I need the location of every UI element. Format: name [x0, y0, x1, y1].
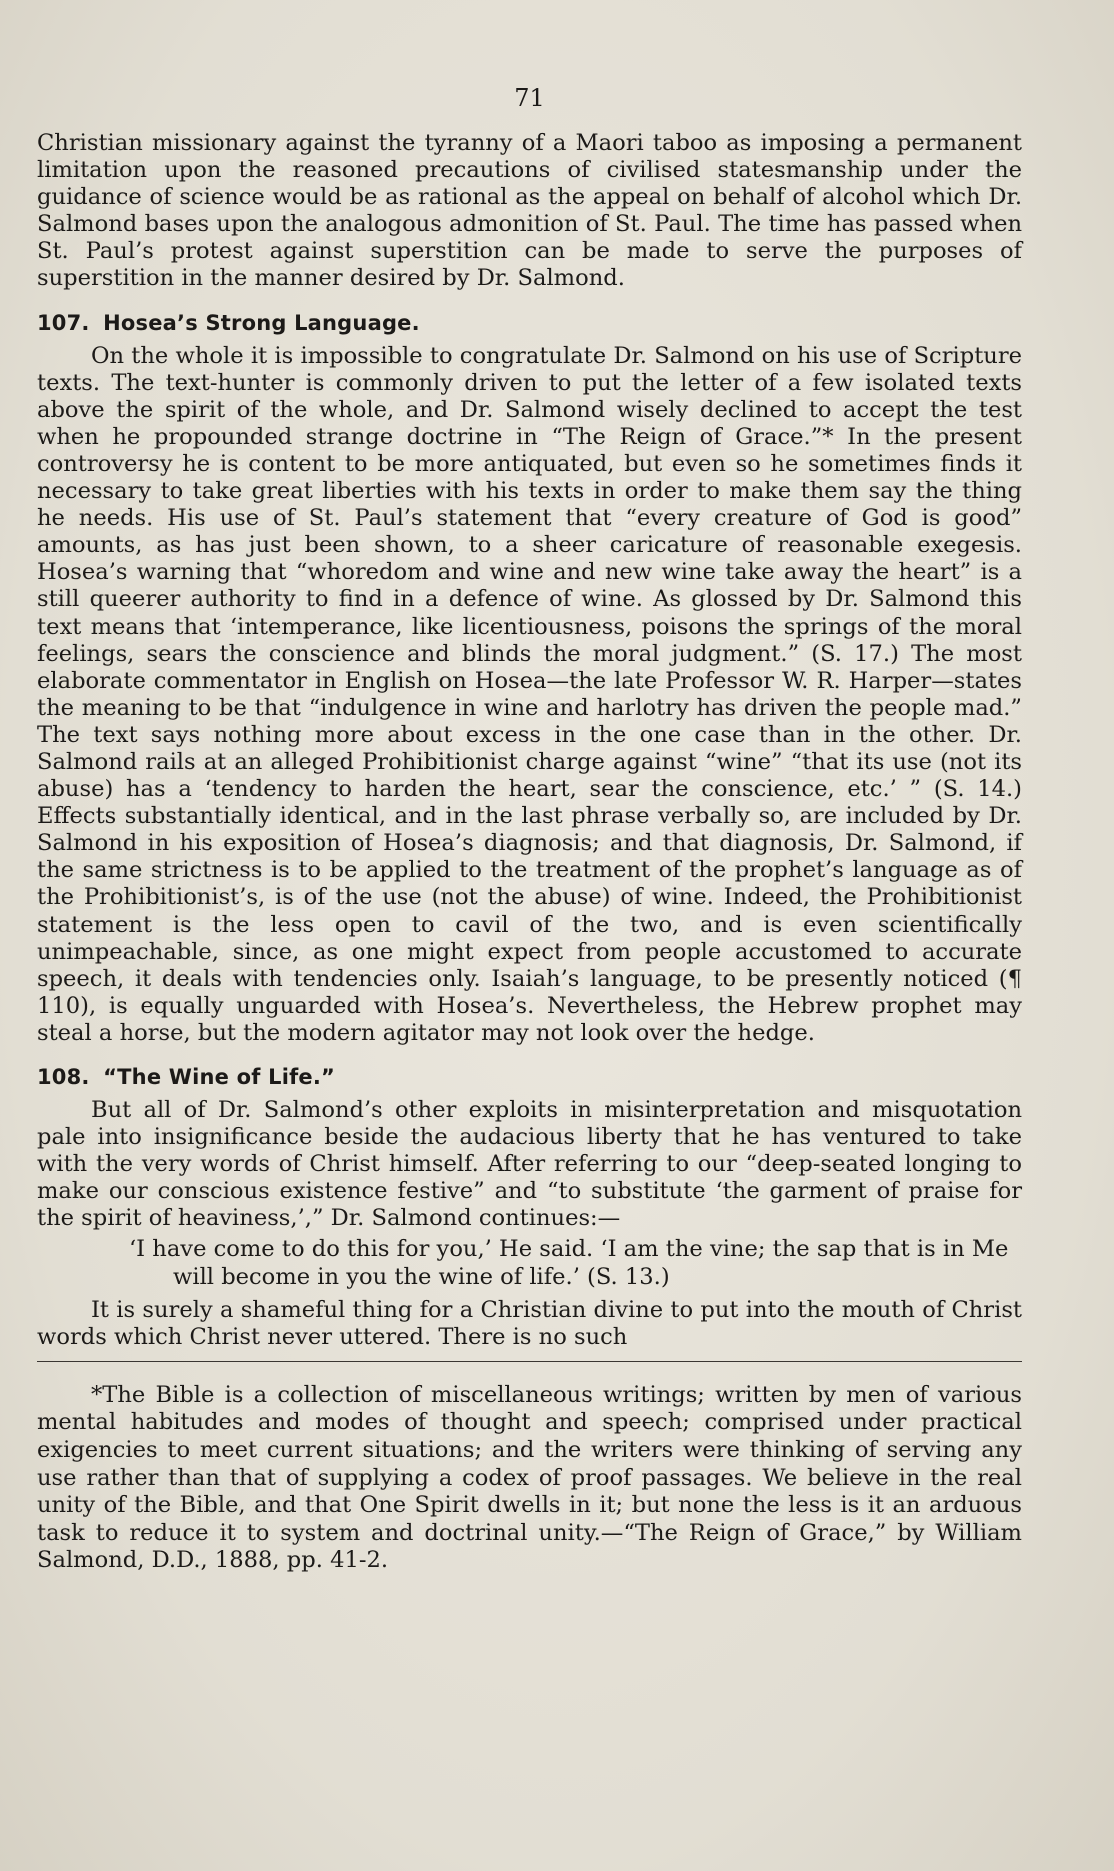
block-quote: ‘I have come to do this for you,’ He said. ‘I am the vine; the sap that is in Me will become in you the wine of life.’ (S. 13.)	[129, 1236, 1009, 1290]
section-number: 107.	[37, 310, 90, 335]
section-heading-107	[37, 311, 1022, 335]
paragraph-shameful: It is surely a shameful thing for a Christian divine to put into the mouth of Christ words which Christ never uttered. There is no such	[37, 1296, 1022, 1350]
section-title: Hosea’s Strong Language.	[103, 310, 420, 335]
paragraph-wine-of-life: But all of Dr. Salmond’s other exploits in misinterpretation and misquotation pale into insignificance beside the audacious liberty that he has ventured to take with the very words of Christ himself. After referring to our “deep-seated longing to make our conscious existence festive” and “to substitute ‘the garment of praise for the spirit of heaviness,’,” Dr. Salmond continues:—	[37, 1097, 1022, 1232]
section-heading-108	[37, 1065, 1022, 1089]
section-number: 108.	[37, 1065, 90, 1089]
page-number: 71	[514, 84, 545, 112]
footnote-divider	[37, 1361, 1022, 1362]
paragraph-continued: Christian missionary against the tyranny of a Maori taboo as imposing a permanent limitation upon the reasoned precautions of civilised statesmanship under the guidance of science would be as rational as the appeal on behalf of alcohol which Dr. Salmond bases upon the analogous admonition of St. Paul. The time has passed when St. Paul’s protest against superstition can be made to serve the purposes of superstition in the manner desired by Dr. Salmond.	[37, 130, 1022, 292]
section-title: “The Wine of Life.”	[103, 1065, 336, 1089]
paragraph-hosea: On the whole it is impossible to congratulate Dr. Salmond on his use of Scripture texts. The text-hunter is commonly driven to put the letter of a few isolated texts above the spirit of the whole, and Dr. Salmond wisely declined to accept the test when he propounded strange doctrine in “The Reign of Grace.”* In the present controversy he is content to be more antiquated, but even so he sometimes finds it necessary to take great liberties with his texts in order to make them say the thing he needs. His use of St. Paul’s statement that “every creature of God is good” amounts, as has just been shown, to a sheer caricature of reasonable exegesis. Hosea’s warning that “whoredom and wine and new wine take away the heart” is a still queerer authority to find in a defence of wine. As glossed by Dr. Salmond this text means that ‘intemperance, like licentiousness, poisons the springs of the moral feelings, sears the conscience and blinds the moral judgment.” (S. 17.) The most elaborate commentator in English on Hosea—the late Professor W. R. Harper—states the meaning to be that “indulgence in wine and harlotry has driven the people mad.” The text says nothing more about excess in the one case than in the other. Dr. Salmond rails at an alleged Prohibitionist charge against “wine” “that its use (not its abuse) has a ‘tendency to harden the heart, sear the conscience, etc.’ ” (S. 14.) Effects substantially identical, and in the last phrase verbally so, are included by Dr. Salmond in his exposition of Hosea’s diagnosis; and that diagnosis, Dr. Salmond, if the same strictness is to be applied to the treatment of the prophet’s language as of the Prohibitionist’s, is of the use (not the abuse) of wine. Indeed, the Prohibitionist statement is the less open to cavil of the two, and is even scientifically unimpeachable, since, as one might expect from people accustomed to accurate speech, it deals with tendencies only. Isaiah’s language, to be presently noticed (¶ 110), is equally unguarded with Hosea’s. Nevertheless, the Hebrew prophet may steal a horse, but the modern agitator may not look over the hedge.	[37, 342, 1022, 1046]
footnote: *The Bible is a collection of miscellaneous writings; written by men of various mental habitudes and modes of thought and speech; comprised under practical exigencies to meet current situations; and the writers were thinking of serving any use rather than that of supplying a codex of proof passages. We believe in the real unity of the Bible, and that One Spirit dwells in it; but none the less is it an arduous task to reduce it to system and doctrinal unity.—“The Reign of Grace,” by William Salmond, D.D., 1888, pp. 41-2.	[37, 1381, 1022, 1574]
